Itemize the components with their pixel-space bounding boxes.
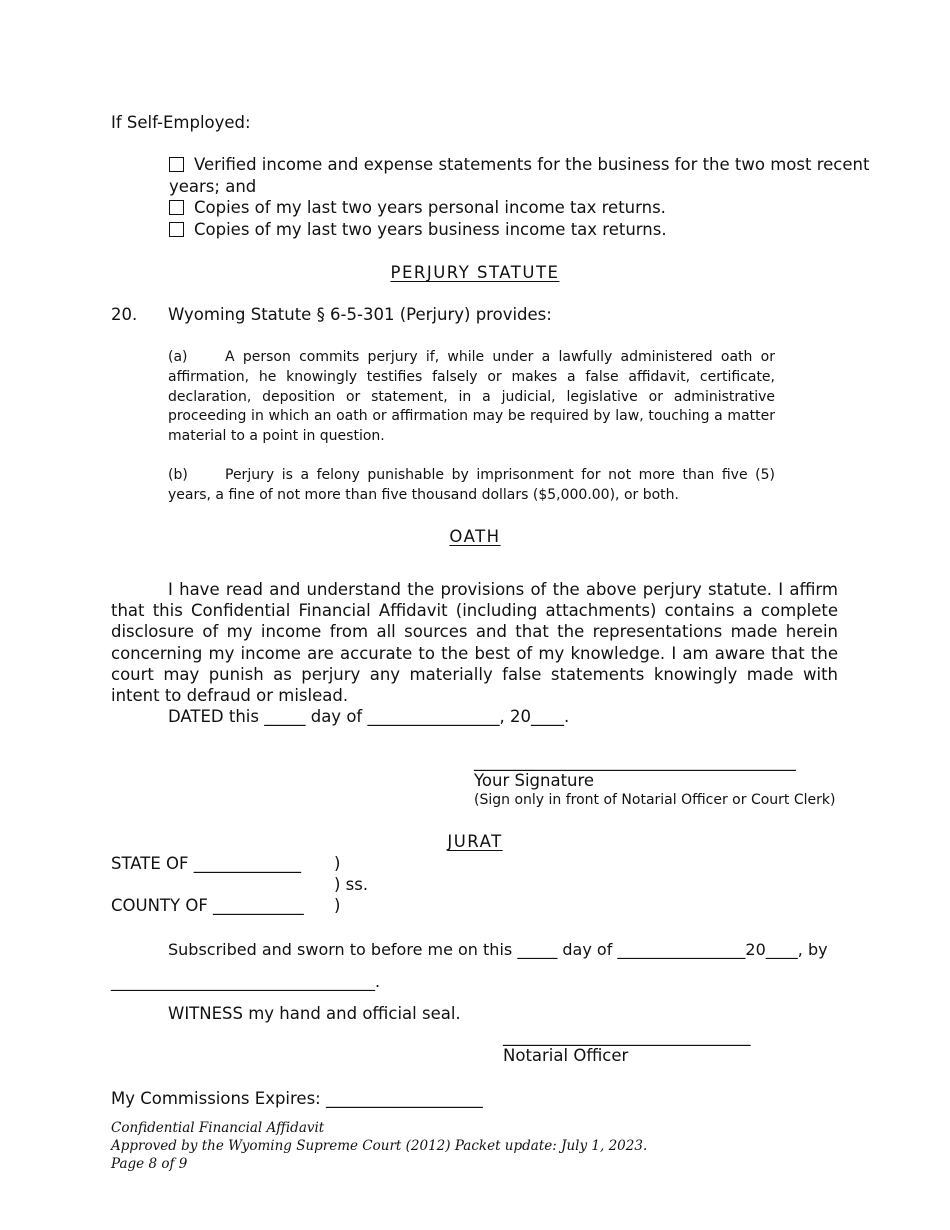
footer-page-number: Page 8 of 9 (111, 1156, 188, 1172)
county-field[interactable]: COUNTY OF ___________ (111, 896, 304, 915)
footer-approval: Approved by the Wyoming Supreme Court (2012) Packet update: July 1, 2023. (111, 1138, 648, 1154)
subsection-a-label: (a) (168, 349, 188, 365)
jurat-heading: JURAT (447, 832, 503, 851)
signature-note: (Sign only in front of Notarial Officer or Court Clerk) (474, 792, 836, 808)
oath-heading: OATH (449, 527, 501, 546)
notary-signature-line[interactable]: ______________________________ (503, 1027, 751, 1046)
dated-line: DATED this _____ day of ________________, 20____. (168, 707, 570, 726)
perjury-statute-heading: PERJURY STATUTE (390, 263, 560, 282)
checkbox-personal-tax-returns[interactable] (169, 200, 184, 215)
paragraph-number: 20. (111, 305, 138, 324)
jurat-bracket: ) (334, 896, 341, 915)
signature-label: Your Signature (474, 771, 595, 790)
notary-label: Notarial Officer (503, 1046, 629, 1065)
checklist-item-continuation: years; and (169, 177, 257, 196)
self-employed-heading: If Self-Employed: (111, 113, 251, 132)
subscribed-sworn-line: Subscribed and sworn to before me on this _____ day of ________________20____, by (168, 940, 828, 959)
checkbox-business-statements[interactable] (169, 157, 184, 172)
checklist-item: Copies of my last two years business income tax returns. (169, 220, 667, 239)
statute-intro: Wyoming Statute § 6-5-301 (Perjury) provides: (168, 305, 552, 324)
jurat-bracket: ) (334, 854, 341, 873)
subsection-b-label: (b) (168, 467, 188, 483)
subsection-a-text: A person commits perjury if, while under a lawfully administered oath or affirmation, he knowingly testifies falsely or makes a false affidavit, certificate, declaration, deposition or statement, in a judicial, legislative or administrative proceeding in which an oath or affirmation may be required by law, touching a matter material to a point in question. (168, 349, 775, 445)
jurat-ss: ) ss. (334, 875, 369, 894)
checkbox-business-tax-returns[interactable] (169, 222, 184, 237)
signature-line[interactable]: _______________________________________ (474, 752, 796, 771)
footer-form-title: Confidential Financial Affidavit (111, 1120, 325, 1136)
statute-subsection-b (168, 466, 775, 506)
affiant-name-line[interactable]: _________________________________. (111, 972, 381, 991)
state-field[interactable]: STATE OF _____________ (111, 854, 301, 873)
statute-subsection-a (168, 348, 775, 447)
checklist-item: Copies of my last two years personal income tax returns. (169, 198, 666, 217)
witness-statement: WITNESS my hand and official seal. (168, 1004, 461, 1023)
oath-body: I have read and understand the provisions of the above perjury statute. I affirm that this Confidential Financial Affidavit (including attachments) contains a complete disclosure of my income from all sources and that the representations made herein concerning my income are accurate to the best of my knowledge. I am aware that the court may punish as perjury any materially false statements knowingly made with intent to defraud or mislead. (111, 580, 838, 706)
checklist-item: Verified income and expense statements for the business for the two most recent (169, 155, 869, 174)
subsection-b-text: Perjury is a felony punishable by imprisonment for not more than five (5) years, a fine of not more than five thousand dollars ($5,000.00), or both. (168, 467, 775, 503)
commission-expires-field[interactable]: My Commissions Expires: ___________________ (111, 1089, 483, 1108)
